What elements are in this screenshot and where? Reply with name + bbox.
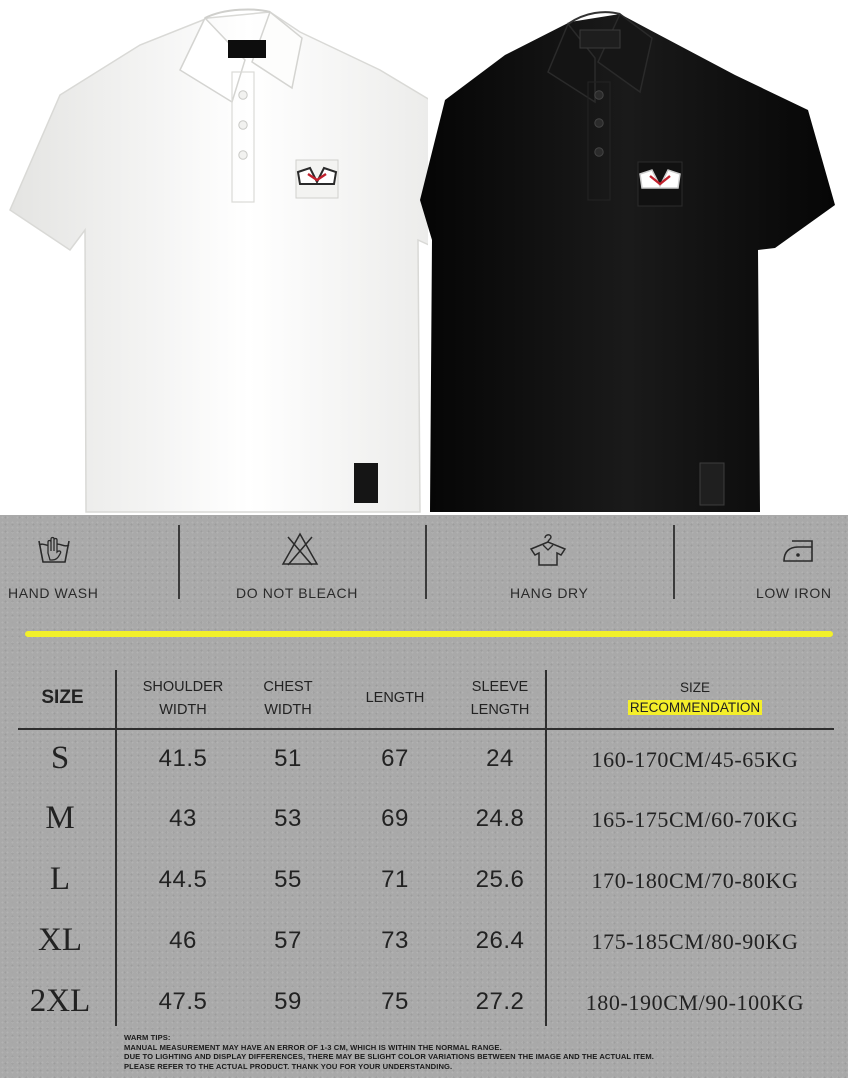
cell-sleeve: 27.2	[475, 988, 525, 1015]
care-instructions	[0, 515, 848, 620]
cell-chest: 59	[274, 988, 302, 1015]
tips-line: PLEASE REFER TO THE ACTUAL PRODUCT. THANK YOU FOR YOUR UNDERSTANDING.	[124, 1061, 453, 1071]
cell-chest: 51	[274, 745, 302, 772]
accent-divider	[25, 631, 833, 637]
care-divider	[178, 525, 180, 599]
cell-shoulder: 41.5	[158, 745, 208, 772]
cell-shoulder: 46	[169, 927, 197, 954]
header-sleeve-line2: LENGTH	[470, 702, 530, 718]
cell-recommendation: 175-185CM/80-90KG	[591, 929, 799, 954]
cell-sleeve: 24	[486, 745, 514, 772]
cell-length: 71	[381, 866, 409, 893]
cell-shoulder: 44.5	[158, 866, 208, 893]
care-item-no-bleach	[230, 515, 370, 620]
header-rec-line1: SIZE	[679, 680, 710, 695]
cell-length: 73	[381, 927, 409, 954]
care-item-hang-dry	[500, 515, 600, 620]
hang-dry-icon	[528, 531, 568, 569]
header-size: SIZE	[41, 687, 84, 708]
cell-shoulder: 43	[169, 805, 197, 832]
product-photo	[0, 0, 848, 515]
cell-chest: 57	[274, 927, 302, 954]
cell-length: 67	[381, 745, 409, 772]
cell-sleeve: 25.6	[475, 866, 525, 893]
warm-tips	[124, 1033, 824, 1071]
header-chest-line2: WIDTH	[264, 702, 312, 718]
cell-sleeve: 26.4	[475, 927, 525, 954]
cell-size: L	[49, 861, 71, 897]
size-chart-table	[0, 670, 848, 1030]
cell-chest: 53	[274, 805, 302, 832]
table-column-rule	[115, 670, 117, 1026]
product-photo-graphic	[0, 0, 848, 515]
tips-line: DUE TO LIGHTING AND DISPLAY DIFFERENCES, THERE MAY BE SLIGHT COLOR VARIATIONS BETWEEN THE IMAGE AND THE ACTUAL ITEM.	[124, 1052, 654, 1062]
header-chest-width	[238, 676, 338, 722]
cell-size: M	[45, 800, 75, 836]
hand-wash-icon	[36, 531, 72, 567]
cell-shoulder: 47.5	[158, 988, 208, 1015]
header-shoulder-line1: SHOULDER	[142, 679, 224, 695]
header-sleeve-length	[450, 676, 550, 722]
care-label-hang-dry: HANG DRY	[510, 585, 589, 601]
care-label-hand-wash: HAND WASH	[8, 585, 99, 601]
tips-line: MANUAL MEASUREMENT MAY HAVE AN ERROR OF 1-3 CM, WHICH IS WITHIN THE NORMAL RANGE.	[124, 1042, 502, 1052]
cell-size: 2XL	[29, 983, 91, 1019]
cell-recommendation: 160-170CM/45-65KG	[591, 747, 799, 772]
no-bleach-icon	[280, 531, 320, 567]
black-polo-shirt	[420, 0, 848, 515]
cell-chest: 55	[274, 866, 302, 893]
header-rec-line2: RECOMMENDATION	[629, 700, 761, 715]
care-label-low-iron: LOW IRON	[756, 585, 832, 601]
header-shoulder-line2: WIDTH	[159, 702, 207, 718]
cell-sleeve: 24.8	[475, 805, 525, 832]
care-divider	[673, 525, 675, 599]
table-column-rule	[545, 670, 547, 1026]
table-header-rule	[18, 728, 834, 730]
cell-size: XL	[38, 922, 82, 958]
cell-recommendation: 170-180CM/70-80KG	[591, 868, 799, 893]
care-label-no-bleach: DO NOT BLEACH	[236, 585, 358, 601]
header-shoulder-width	[128, 676, 238, 722]
care-item-low-iron	[740, 515, 848, 620]
cell-size: S	[50, 740, 70, 776]
care-divider	[425, 525, 427, 599]
tips-title: WARM TIPS:	[124, 1033, 171, 1042]
cell-length: 69	[381, 805, 409, 832]
care-item-hand-wash	[0, 515, 110, 620]
header-length: LENGTH	[365, 690, 425, 706]
cell-recommendation: 165-175CM/60-70KG	[591, 807, 799, 832]
header-chest-line1: CHEST	[263, 679, 313, 695]
cell-recommendation: 180-190CM/90-100KG	[585, 990, 805, 1015]
cell-length: 75	[381, 988, 409, 1015]
header-size-recommendation	[560, 678, 830, 718]
header-sleeve-line1: SLEEVE	[471, 679, 529, 695]
low-iron-icon	[780, 531, 820, 567]
